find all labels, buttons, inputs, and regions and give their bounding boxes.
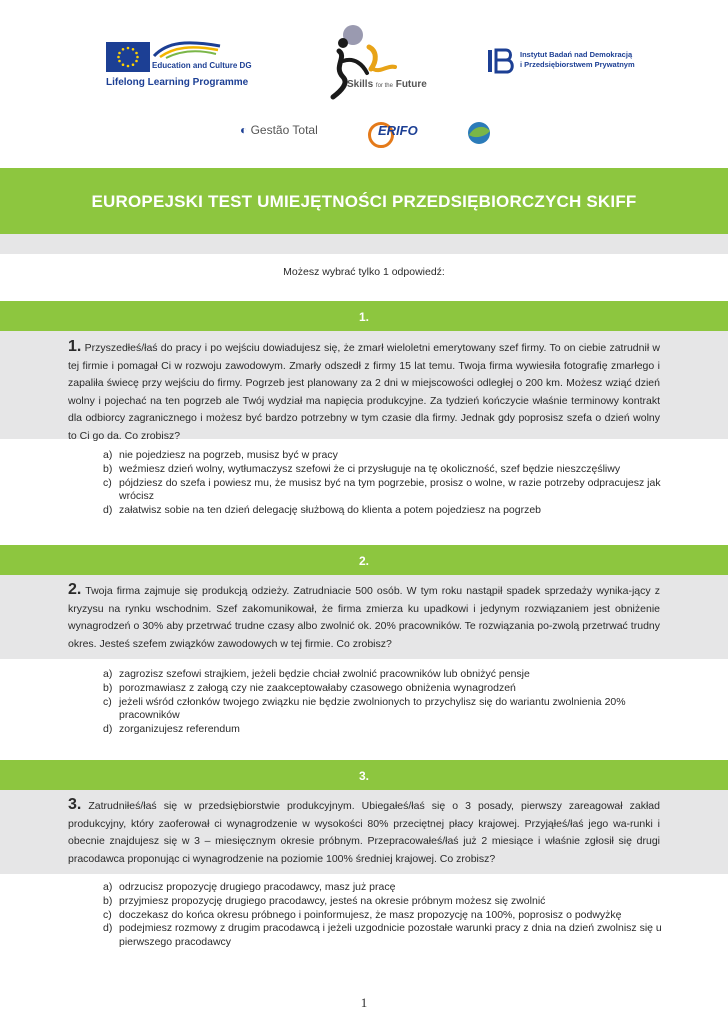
skills-logo-text: Skills for the Future xyxy=(347,79,427,90)
question-3-text: 3. Zatrudniłeś/łaś się w przedsiębiorstwie produkcyjnym. Ubiegałeś/łaś się o 3 posady, pierwszy zareagował zakład produkcyjny, który zaoferował ci wynagrodzenie w wysokości 80% przeciętnej płacy krajowej. Przyjąłeś/łaś jego wa-runki i obecnie znajdujesz się w 3 – miesięcznym okresie próbnym. Przepracowałeś/łaś już 2 miesiące i właśnie zgłosił się drugi pracodawca proponując ci wynagrodzenie na poziomie 100% średniej krajowej. Co zrobisz? xyxy=(68,796,660,865)
question-2-number: 2. xyxy=(68,581,82,598)
question-1-answers xyxy=(103,449,663,518)
question-2-header: 2. xyxy=(358,554,369,568)
answer-option[interactable]: d) zorganizujesz referendum xyxy=(103,723,240,736)
question-3-header: 3. xyxy=(358,769,369,783)
eu-flag-logo xyxy=(106,42,150,72)
answer-option[interactable]: c) doczekasz do końca okresu próbnego i poinformujesz, że masz propozycję na 100%, poprosisz o podwyżkę xyxy=(103,908,622,921)
ibd-institute-name: Instytut Badań nad Demokracją i Przedsiębiorstwem Prywatnym xyxy=(520,50,635,69)
answer-option[interactable]: a) zagrozisz szefowi strajkiem, jeżeli będzie chciał zwolnić pracowników lub obniżyć pensje xyxy=(103,668,530,680)
leaf-globe-logo xyxy=(467,121,491,145)
skills-for-the-future-logo xyxy=(303,21,433,103)
question-3-number: 3. xyxy=(68,796,82,813)
lifelong-learning-caption: Lifelong Learning Programme xyxy=(106,77,249,88)
question-3-answers xyxy=(103,881,663,950)
education-culture-caption: Education and Culture DG xyxy=(152,61,252,70)
answer-option[interactable]: b) weźmiesz dzień wolny, wytłumaczysz szefowi że ci przysługuje na tę okoliczność, szef będzie nieszczęśliwy xyxy=(103,462,621,475)
instruction-text: Możesz wybrać tylko 1 odpowiedź: xyxy=(283,266,445,278)
answer-option[interactable]: d) załatwisz sobie na ten dzień delegację służbową do klienta a potem pojedziesz na pogrzeb xyxy=(103,504,542,517)
question-2-answers xyxy=(103,668,663,737)
answer-option[interactable]: b) porozmawiasz z załogą czy nie zaakceptowałaby czasowego obniżenia wynagrodzeń xyxy=(103,681,516,694)
question-2-text: 2. Twoja firma zajmuje się produkcją odzieży. Zatrudniacie 500 osób. W tym roku nastąpił spadek sprzedaży wynika-jący z kryzysu na rynku wschodnim. Szef zakomunikował, że firma zmierza ku upadkowi i jedynym rozwiązaniem jest obniżenie wynagrodzeń o 30% aby przetrwać trudne czasy albo zwolnić ok. 20% pracowników. Te rozwiązania po-zwolą przetrwać trudny okres. Jesteś szefem związków zawodowych w tej firmie. Co zrobisz? xyxy=(68,581,660,650)
answer-option[interactable]: d) podejmiesz rozmowy z drugim pracodawcą i jeżeli uzgodnicie pozostałe warunki pracy z dnia na dzień zwolnisz się u pierwszego pracodawcy xyxy=(103,922,662,949)
question-1-text: 1. Przyszedłeś/łaś do pracy i po wejściu dowiadujesz się, że zmarł wieloletni emerytowany szef firmy. To on ciebie zatrudnił w tej firmie i pomagał Ci w rozwoju zawodowym. Zmarły odszedł z firmy 15 lat temu. Twoja firma wywiesiła fotografię zmarłego i zapaliła świecę przy wejściu do firmy. Pogrzeb jest planowany za 2 dni w miejscowości odległej o 200 km. Możesz wziąć dzień wolny i pojechać na ten pogrzeb ale Twój wydział ma napięcia produkcyjne. Za tydzień kończycie właśnie terminowy kontrakt dla odbiorcy zagranicznego i możesz być bardzo potrzebny w tym czasie dla firmy. Jednak gdy poprosisz szefa o dzień wolny to Ci go da. Co zrobisz? xyxy=(68,338,660,442)
page-number: 1 xyxy=(360,995,368,1010)
ibd-mark-icon xyxy=(486,48,516,80)
gestao-total-logo: ◐ Gestão Total xyxy=(240,123,318,137)
answer-option[interactable]: a) nie pojedziesz na pogrzeb, musisz być w pracy xyxy=(103,449,338,461)
answer-option[interactable]: c) jeżeli wśród członków twojego związku nie będzie zwolnionych to przychylisz się do wariantu zwolnienia 20% pracowników xyxy=(103,695,626,722)
title-shadow-band xyxy=(0,234,728,254)
question-1-header: 1. xyxy=(358,310,369,324)
erifo-logo: ERIFO xyxy=(378,123,418,138)
answer-option[interactable]: c) pójdziesz do szefa i powiesz mu, że musisz być na tym pogrzebie, prosisz o wolne, w razie potrzeby odpracujesz jak wrócisz xyxy=(103,476,661,503)
answer-option[interactable]: b) przyjmiesz propozycję drugiego pracodawcy, jesteś na okresie próbnym możesz się zwolnić xyxy=(103,894,546,907)
answer-option[interactable]: a) odrzucisz propozycję drugiego pracodawcy, masz już pracę xyxy=(103,881,396,893)
document-title: EUROPEJSKI TEST UMIEJĘTNOŚCI PRZEDSIĘBIORCZYCH SKIFF xyxy=(91,192,637,211)
question-1-number: 1. xyxy=(68,338,82,355)
